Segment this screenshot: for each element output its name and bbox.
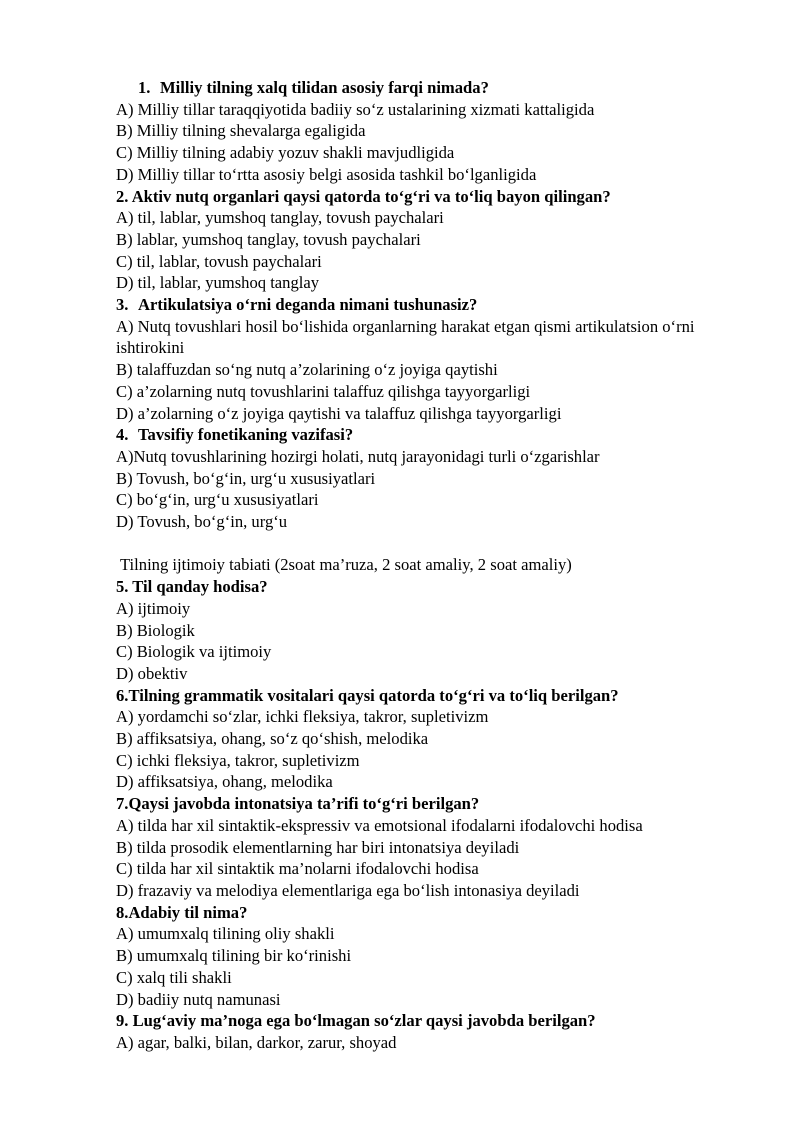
- question-4-text: Tavsifiy fonetikaning vazifasi?: [138, 425, 354, 445]
- question-1-option-b: B) Milliy tilning shevalarga egaligida: [116, 121, 366, 141]
- question-4-title: [116, 424, 756, 446]
- question-9-option-a: A) agar, balki, bilan, darkor, zarur, shoyad: [116, 1032, 397, 1052]
- question-6-title: 6.Tilning grammatik vositalari qaysi qatorda to‘g‘ri va to‘liq berilgan?: [116, 685, 619, 705]
- question-4-option-d: D) Tovush, bo‘g‘in, urg‘u: [116, 512, 288, 532]
- question-5-option-c: C) Biologik va ijtimoiy: [116, 642, 272, 662]
- question-4-option-b: B) Tovush, bo‘g‘in, urg‘u xususiyatlari: [116, 468, 376, 488]
- question-6-option-b: B) affiksatsiya, ohang, so‘z qo‘shish, melodika: [116, 729, 429, 749]
- question-6-option-a: A) yordamchi so‘zlar, ichki fleksiya, takror, supletivizm: [116, 707, 489, 727]
- question-7-option-c: C) tilda har xil sintaktik ma’nolarni ifodalovchi hodisa: [116, 859, 479, 879]
- question-7-option-a: A) tilda har xil sintaktik-ekspressiv va emotsional ifodalarni ifodalovchi hodisa: [116, 815, 643, 835]
- question-2-option-d: D) til, lablar, yumshoq tanglay: [116, 273, 320, 293]
- question-5-option-a: A) ijtimoiy: [116, 598, 191, 618]
- question-6-option-d: D) affiksatsiya, ohang, melodika: [116, 772, 333, 792]
- question-1-text: Milliy tilning xalq tilidan asosiy farqi nimada?: [160, 78, 489, 97]
- question-1-option-c: C) Milliy tilning adabiy yozuv shakli mavjudligida: [116, 143, 455, 163]
- question-5-title: 5. Til qanday hodisa?: [116, 577, 268, 597]
- question-3-option-c: C) a’zolarning nutq tovushlarini talaffuz qilishga tayyorgarligi: [116, 381, 531, 401]
- question-7-option-d: D) frazaviy va melodiya elementlariga ega bo‘lish intonasiya deyiladi: [116, 881, 580, 900]
- question-1-title: [116, 77, 756, 99]
- question-7-option-b: B) tilda prosodik elementlarning har biri intonatsiya deyiladi: [116, 837, 520, 857]
- question-8-option-d: D) badiiy nutq namunasi: [116, 989, 281, 1009]
- question-1-number: 1.: [138, 78, 151, 97]
- section-heading: Tilning ijtimoiy tabiati (2soat ma’ruza, 2 soat amaliy, 2 soat amaliy): [120, 555, 572, 575]
- question-3-title: [116, 294, 756, 316]
- question-8-option-b: B) umumxalq tilining bir ko‘rinishi: [116, 946, 352, 966]
- question-2-option-a: A) til, lablar, yumshoq tanglay, tovush paychalari: [116, 208, 444, 228]
- question-7-title: 7.Qaysi javobda intonatsiya ta’rifi to‘g‘ri berilgan?: [116, 794, 480, 814]
- question-6-option-c: C) ichki fleksiya, takror, supletivizm: [116, 750, 360, 770]
- question-4-option-c: C) bo‘g‘in, urg‘u xususiyatlari: [116, 490, 319, 510]
- question-8-option-c: C) xalq tili shakli: [116, 967, 232, 987]
- question-9-title: 9. Lug‘aviy ma’noga ega bo‘lmagan so‘zlar qaysi javobda berilgan?: [116, 1011, 596, 1031]
- question-3-option-b: B) talaffuzdan so‘ng nutq a’zolarining o‘z joyiga qaytishi: [116, 360, 498, 380]
- question-4-number: 4.: [116, 425, 129, 445]
- question-2-text: Aktiv nutq organlari qaysi qatorda to‘g‘ri va to‘liq bayon qilingan?: [131, 186, 611, 206]
- question-1-option-a: A) Milliy tillar taraqqiyotida badiiy so‘z ustalarining xizmati kattaligida: [116, 99, 595, 119]
- question-4-option-a: A)Nutq tovushlarining hozirgi holati, nutq jarayonidagi turli o‘zgarishlar: [116, 446, 600, 466]
- question-8-option-a: A) umumxalq tilining oliy shakli: [116, 924, 335, 944]
- blank-line: [116, 533, 756, 555]
- question-3-text: Artikulatsiya o‘rni deganda nimani tushunasiz?: [138, 295, 478, 315]
- question-3-number: 3.: [116, 295, 129, 315]
- question-3-option-a: A) Nutq tovushlari hosil bo‘lishida organlarning harakat etgan qismi artikulatsion o‘rni ishtirokini: [116, 316, 695, 358]
- question-2-title: [116, 186, 756, 208]
- question-2-option-c: C) til, lablar, tovush paychalari: [116, 251, 322, 271]
- question-3-option-d: D) a’zolarning o‘z joyiga qaytishi va talaffuz qilishga tayyorgarligi: [116, 403, 562, 423]
- question-8-title: 8.Adabiy til nima?: [116, 902, 248, 922]
- question-2-option-b: B) lablar, yumshoq tanglay, tovush paychalari: [116, 229, 421, 249]
- document-page: [116, 77, 756, 1054]
- question-2-number: 2.: [116, 186, 129, 206]
- question-5-option-d: D) obektiv: [116, 663, 188, 683]
- question-1-option-d: D) Milliy tillar to‘rtta asosiy belgi asosida tashkil bo‘lganligida: [116, 164, 537, 184]
- question-5-option-b: B) Biologik: [116, 620, 195, 640]
